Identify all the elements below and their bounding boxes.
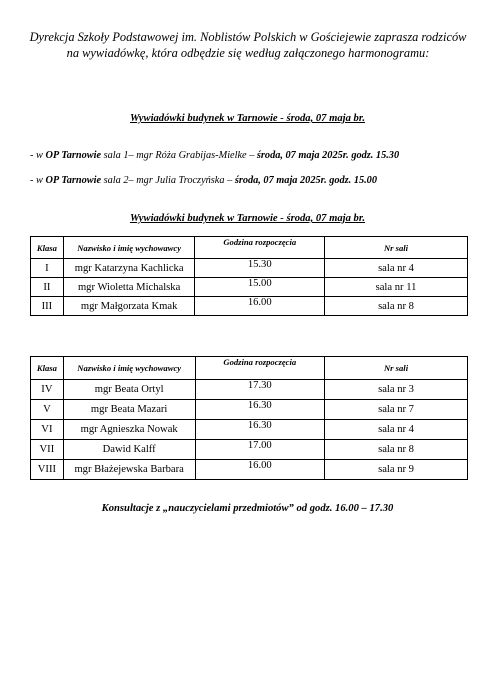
cell-teacher: mgr Błażejewska Barbara [63, 460, 195, 480]
cell-hour: 15.30 [195, 259, 325, 278]
header-room: Nr sali [325, 357, 468, 380]
cell-hour: 15.00 [195, 278, 325, 297]
cell-room: sala nr 11 [325, 278, 468, 297]
op-line-prefix: - w [30, 175, 46, 186]
table-row [31, 440, 468, 460]
op-line-room-teacher: sala 1– mgr Róża Grabijas-Mielke – [101, 150, 257, 161]
op-line-prefix: - w [30, 150, 46, 161]
header-teacher: Nazwisko i imię wychowawcy [63, 357, 195, 380]
op-line-place: OP Tarnowie [45, 150, 102, 161]
cell-teacher: mgr Beata Ortyl [63, 380, 195, 400]
schedule-table-1 [30, 236, 468, 316]
header-room: Nr sali [325, 237, 468, 259]
cell-hour: 17.30 [195, 380, 325, 400]
table-row [31, 420, 468, 440]
table-row [31, 297, 468, 316]
schedule-heading-op: Wywiadówki budynek w Tarnowie - środa, 07 maja br. [129, 113, 366, 124]
cell-hour: 16.00 [195, 297, 325, 316]
cell-room: sala nr 7 [325, 400, 468, 420]
cell-klasa: I [31, 259, 64, 278]
header-teacher: Nazwisko i imię wychowawcy [63, 237, 195, 259]
table-row [31, 278, 468, 297]
schedule-heading-classes: Wywiadówki budynek w Tarnowie - środa, 07 maja br. [129, 213, 366, 224]
cell-klasa: III [31, 297, 64, 316]
cell-hour: 17.00 [195, 440, 325, 460]
op-line-1 [30, 150, 399, 161]
table-row [31, 380, 468, 400]
cell-klasa: VII [31, 440, 64, 460]
table-header-row [31, 357, 468, 380]
op-line-2 [30, 175, 377, 186]
cell-klasa: II [31, 278, 64, 297]
cell-teacher: mgr Katarzyna Kachlicka [63, 259, 195, 278]
cell-hour: 16.30 [195, 400, 325, 420]
op-line-room-teacher: sala 2– mgr Julia Troczyńska – [101, 175, 235, 186]
table-header-row [31, 237, 468, 259]
cell-room: sala nr 8 [325, 440, 468, 460]
op-line-when: środa, 07 maja 2025r. godz. 15.30 [256, 150, 400, 161]
cell-room: sala nr 3 [325, 380, 468, 400]
header-klasa: Klasa [31, 357, 64, 380]
cell-teacher: mgr Wioletta Michalska [63, 278, 195, 297]
consultation-note: Konsultacje z „nauczycielami przedmiotów” od godz. 16.00 – 17.30 [101, 503, 394, 514]
cell-teacher: mgr Małgorzata Kmak [63, 297, 195, 316]
schedule-table-2 [30, 356, 468, 480]
table-row [31, 460, 468, 480]
cell-room: sala nr 9 [325, 460, 468, 480]
header-hour: Godzina rozpoczęcia [195, 237, 325, 259]
header-klasa: Klasa [31, 237, 64, 259]
table-row [31, 400, 468, 420]
cell-hour: 16.00 [195, 460, 325, 480]
cell-teacher: mgr Beata Mazari [63, 400, 195, 420]
header-hour: Godzina rozpoczęcia [195, 357, 325, 380]
table-row [31, 259, 468, 278]
cell-klasa: IV [31, 380, 64, 400]
cell-klasa: V [31, 400, 64, 420]
cell-teacher: mgr Agnieszka Nowak [63, 420, 195, 440]
cell-hour: 16.30 [195, 420, 325, 440]
cell-room: sala nr 4 [325, 259, 468, 278]
cell-teacher: Dawid Kalff [63, 440, 195, 460]
cell-room: sala nr 8 [325, 297, 468, 316]
op-line-place: OP Tarnowie [45, 175, 102, 186]
cell-klasa: VI [31, 420, 64, 440]
cell-room: sala nr 4 [325, 420, 468, 440]
cell-klasa: VIII [31, 460, 64, 480]
op-line-when: środa, 07 maja 2025r. godz. 15.00 [234, 175, 377, 186]
intro-paragraph: Dyrekcja Szkoły Podstawowej im. Noblistów Polskich w Gościejewie zaprasza rodziców na wywiadówkę, która odbędzie się według załączonego harmonogramu: [29, 30, 467, 60]
